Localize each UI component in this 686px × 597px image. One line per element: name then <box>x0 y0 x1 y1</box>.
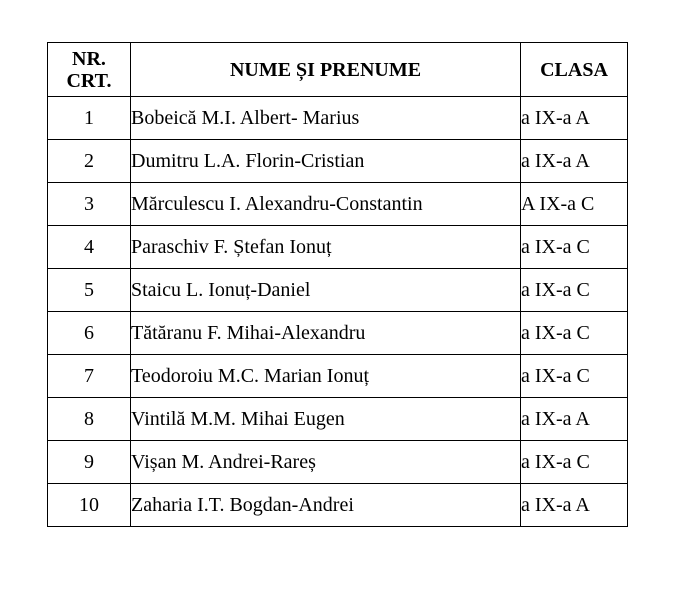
row-number: 1 <box>48 97 131 140</box>
row-number: 5 <box>48 269 131 312</box>
student-name: Vintilă M.M. Mihai Eugen <box>131 398 521 441</box>
student-class: a IX-a A <box>521 484 628 527</box>
header-nr-line2: CRT. <box>66 69 112 92</box>
student-table <box>47 42 628 527</box>
student-class: a IX-a C <box>521 226 628 269</box>
row-number: 8 <box>48 398 131 441</box>
student-name: Dumitru L.A. Florin-Cristian <box>131 140 521 183</box>
header-nr-crt <box>48 43 131 97</box>
row-number: 3 <box>48 183 131 226</box>
student-class: a IX-a C <box>521 312 628 355</box>
table-row <box>48 355 628 398</box>
row-number: 10 <box>48 484 131 527</box>
row-number: 7 <box>48 355 131 398</box>
student-name: Bobeică M.I. Albert- Marius <box>131 97 521 140</box>
table-row <box>48 441 628 484</box>
table-row <box>48 398 628 441</box>
student-class: a IX-a C <box>521 441 628 484</box>
table-row <box>48 269 628 312</box>
student-name: Vișan M. Andrei-Rareș <box>131 441 521 484</box>
student-name: Staicu L. Ionuț-Daniel <box>131 269 521 312</box>
header-row <box>48 43 628 97</box>
table-row <box>48 183 628 226</box>
student-class: A IX-a C <box>521 183 628 226</box>
student-name: Paraschiv F. Ștefan Ionuț <box>131 226 521 269</box>
header-name: NUME ȘI PRENUME <box>131 43 521 97</box>
header-clasa: CLASA <box>521 43 628 97</box>
row-number: 4 <box>48 226 131 269</box>
student-name: Mărculescu I. Alexandru-Constantin <box>131 183 521 226</box>
student-name: Zaharia I.T. Bogdan-Andrei <box>131 484 521 527</box>
student-class: a IX-a C <box>521 355 628 398</box>
table-row <box>48 226 628 269</box>
row-number: 6 <box>48 312 131 355</box>
table-row <box>48 484 628 527</box>
table-row <box>48 140 628 183</box>
row-number: 9 <box>48 441 131 484</box>
table-row <box>48 312 628 355</box>
student-class: a IX-a C <box>521 269 628 312</box>
table-row <box>48 97 628 140</box>
student-name: Tătăranu F. Mihai-Alexandru <box>131 312 521 355</box>
student-class: a IX-a A <box>521 398 628 441</box>
row-number: 2 <box>48 140 131 183</box>
header-nr-line1: NR. <box>72 47 106 70</box>
student-class: a IX-a A <box>521 97 628 140</box>
student-class: a IX-a A <box>521 140 628 183</box>
student-name: Teodoroiu M.C. Marian Ionuț <box>131 355 521 398</box>
